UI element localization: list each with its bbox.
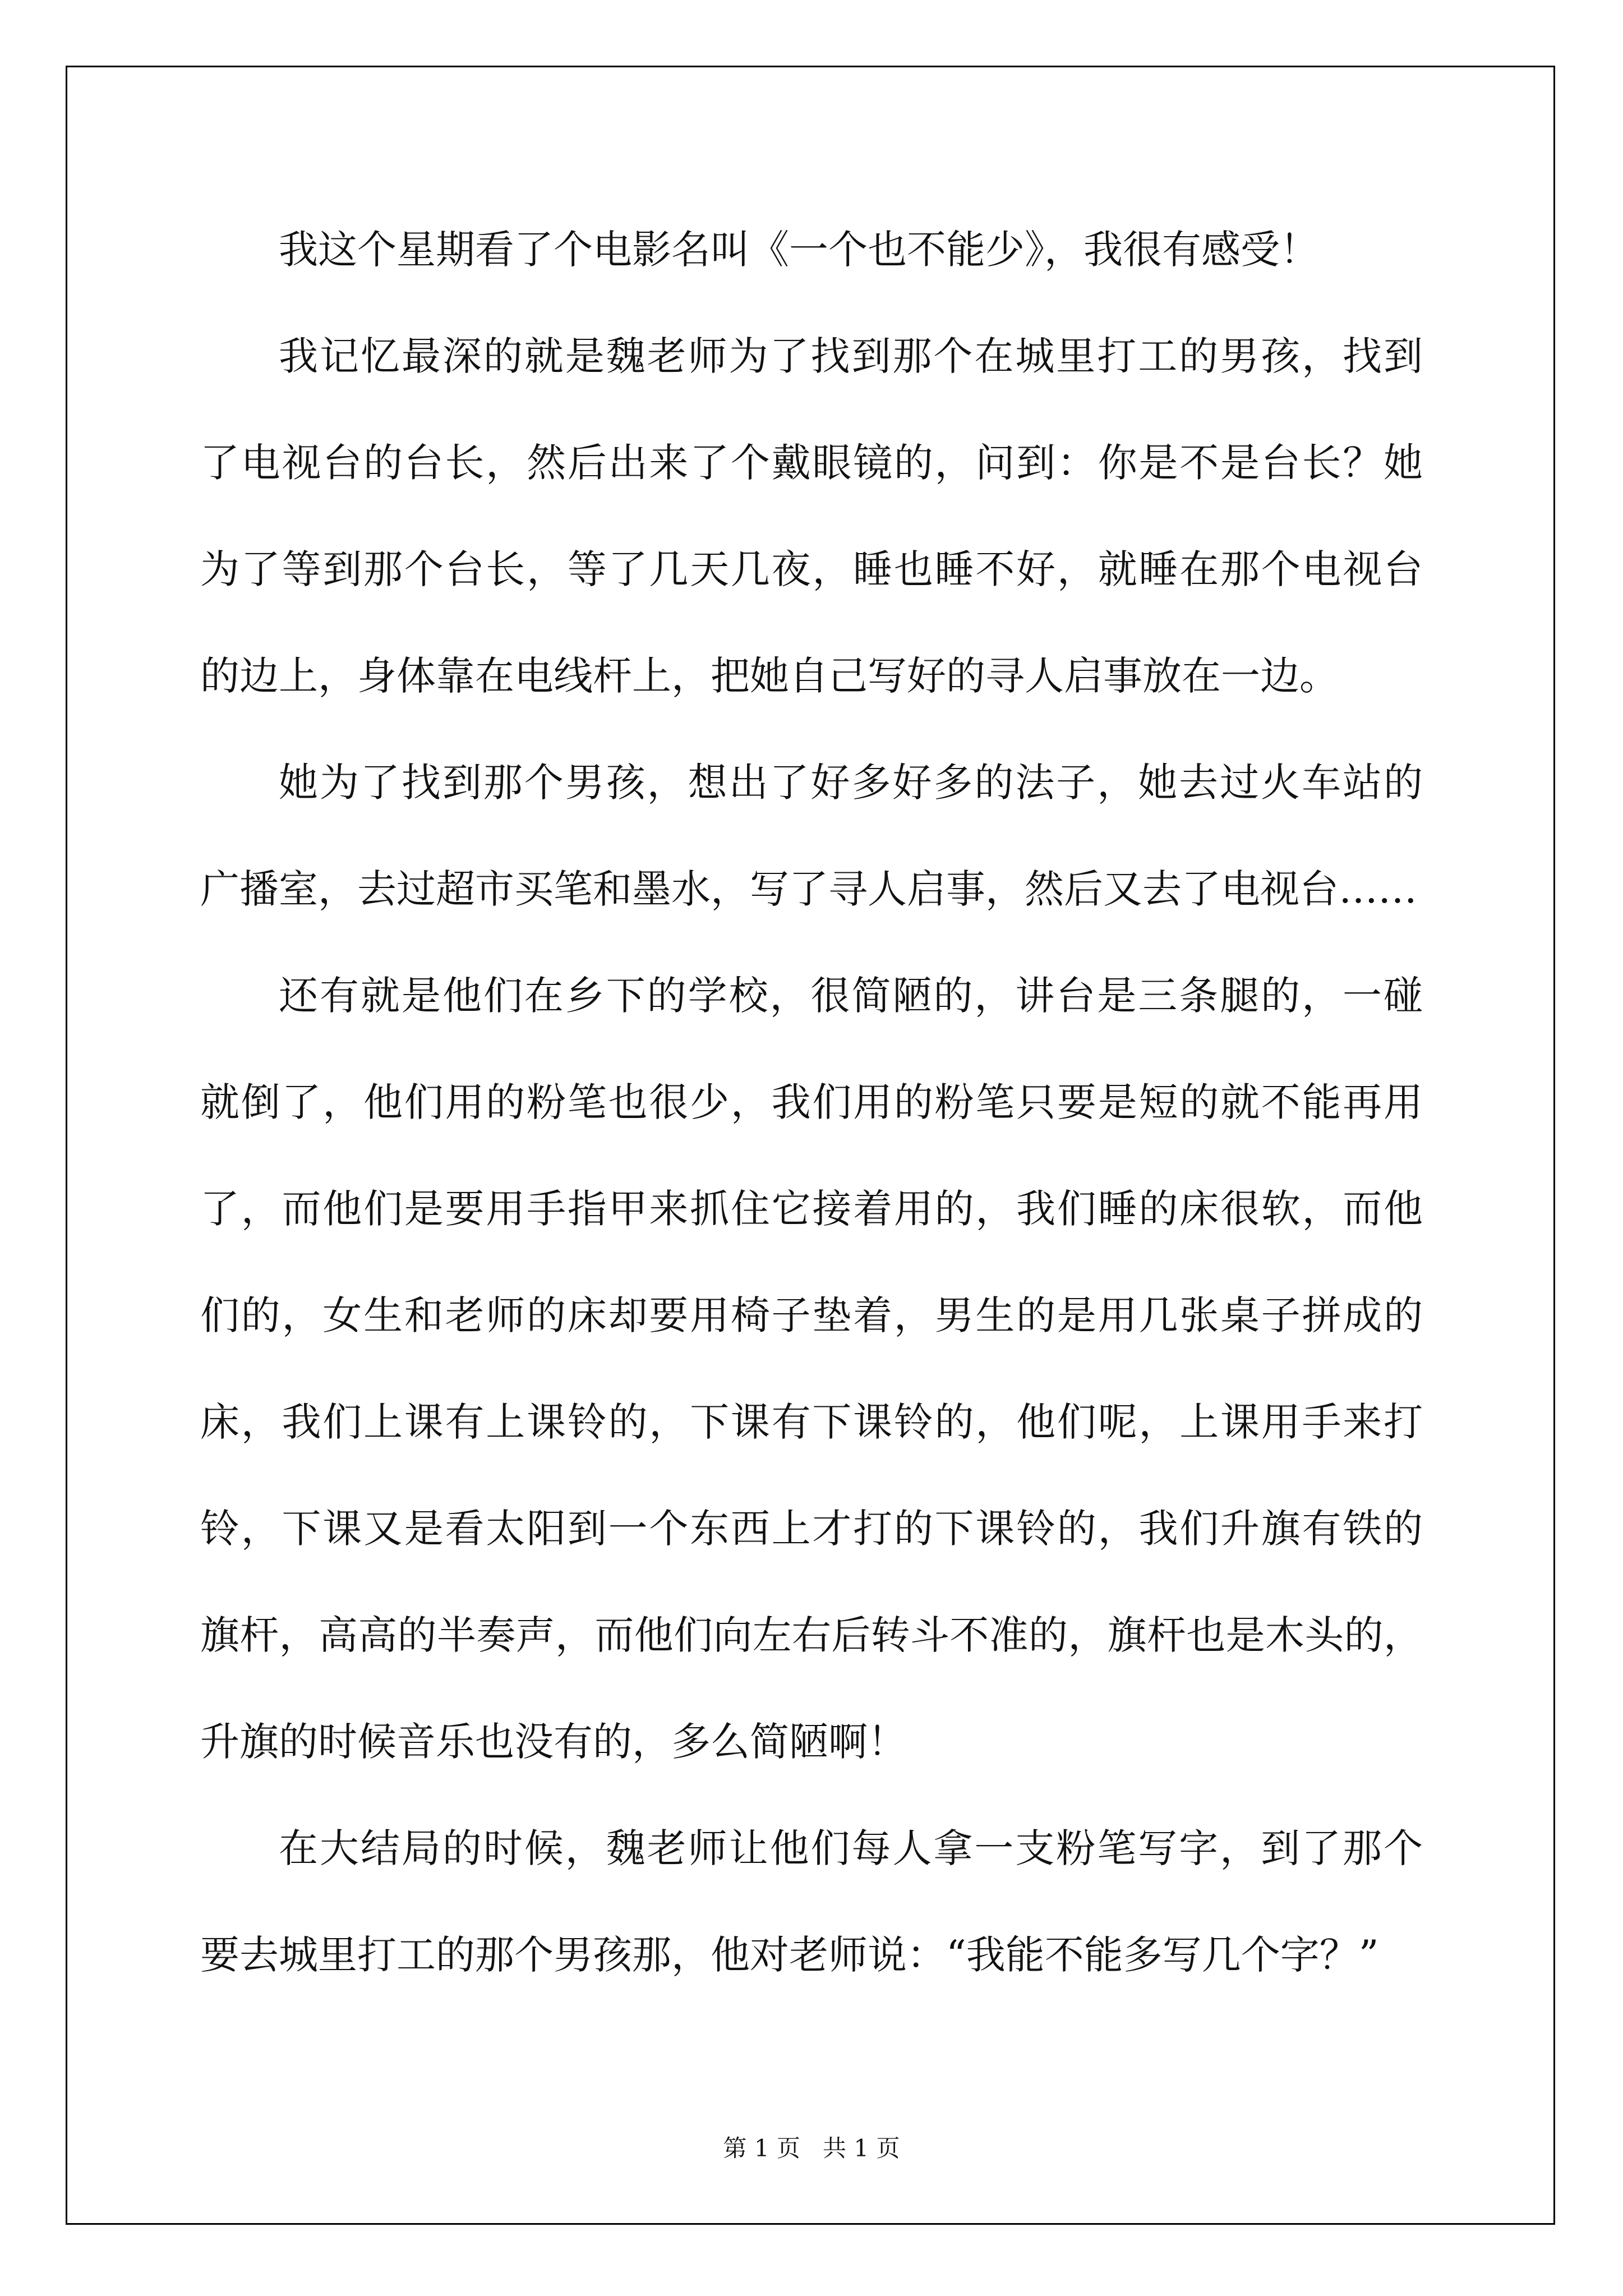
text-line: 了，而他们是要用手指甲来抓住它接着用的，我们睡的床很软，而他 <box>200 1186 1423 1232</box>
text-line: 旗杆，高高的半奏声，而他们向左右后转斗不准的，旗杆也是木头的， <box>200 1612 1423 1658</box>
page-footer: 第 1 页 共 1 页 <box>723 2134 900 2162</box>
text-line: 铃，下课又是看太阳到一个东西上才打的下课铃的，我们升旗有铁的 <box>200 1506 1423 1552</box>
text-line: 在大结局的时候，魏老师让他们每人拿一支粉笔写字，到了那个 <box>279 1825 1423 1871</box>
text-line: 要去城里打工的那个男孩那，他对老师说：“我能不能多写几个字？” <box>200 1932 1379 1978</box>
text-line: 的边上，身体靠在电线杆上，把她自己写好的寻人启事放在一边。 <box>200 653 1339 699</box>
text-line: 我记忆最深的就是魏老师为了找到那个在城里打工的男孩，找到 <box>279 333 1423 379</box>
text-line: 们的，女生和老师的床却要用椅子垫着，男生的是用几张桌子拼成的 <box>200 1292 1423 1338</box>
text-line: 还有就是他们在乡下的学校，很简陋的，讲台是三条腿的，一碰 <box>279 973 1423 1019</box>
text-line: 为了等到那个台长，等了几天几夜，睡也睡不好，就睡在那个电视台 <box>200 546 1423 592</box>
text-line: 就倒了，他们用的粉笔也很少，我们用的粉笔只要是短的就不能再用 <box>200 1079 1423 1125</box>
text-line: 广播室，去过超市买笔和墨水，写了寻人启事，然后又去了电视台…… <box>200 866 1417 912</box>
text-line: 我这个星期看了个电影名叫《一个也不能少》，我很有感受！ <box>279 227 1319 273</box>
text-line: 了电视台的台长，然后出来了个戴眼镜的，问到：你是不是台长？她 <box>200 440 1423 486</box>
text-line: 床，我们上课有上课铃的，下课有下课铃的，他们呢，上课用手来打 <box>200 1399 1423 1445</box>
text-line: 升旗的时候音乐也没有的，多么简陋啊！ <box>200 1719 907 1765</box>
text-line: 她为了找到那个男孩，想出了好多好多的法子，她去过火车站的 <box>279 760 1423 806</box>
